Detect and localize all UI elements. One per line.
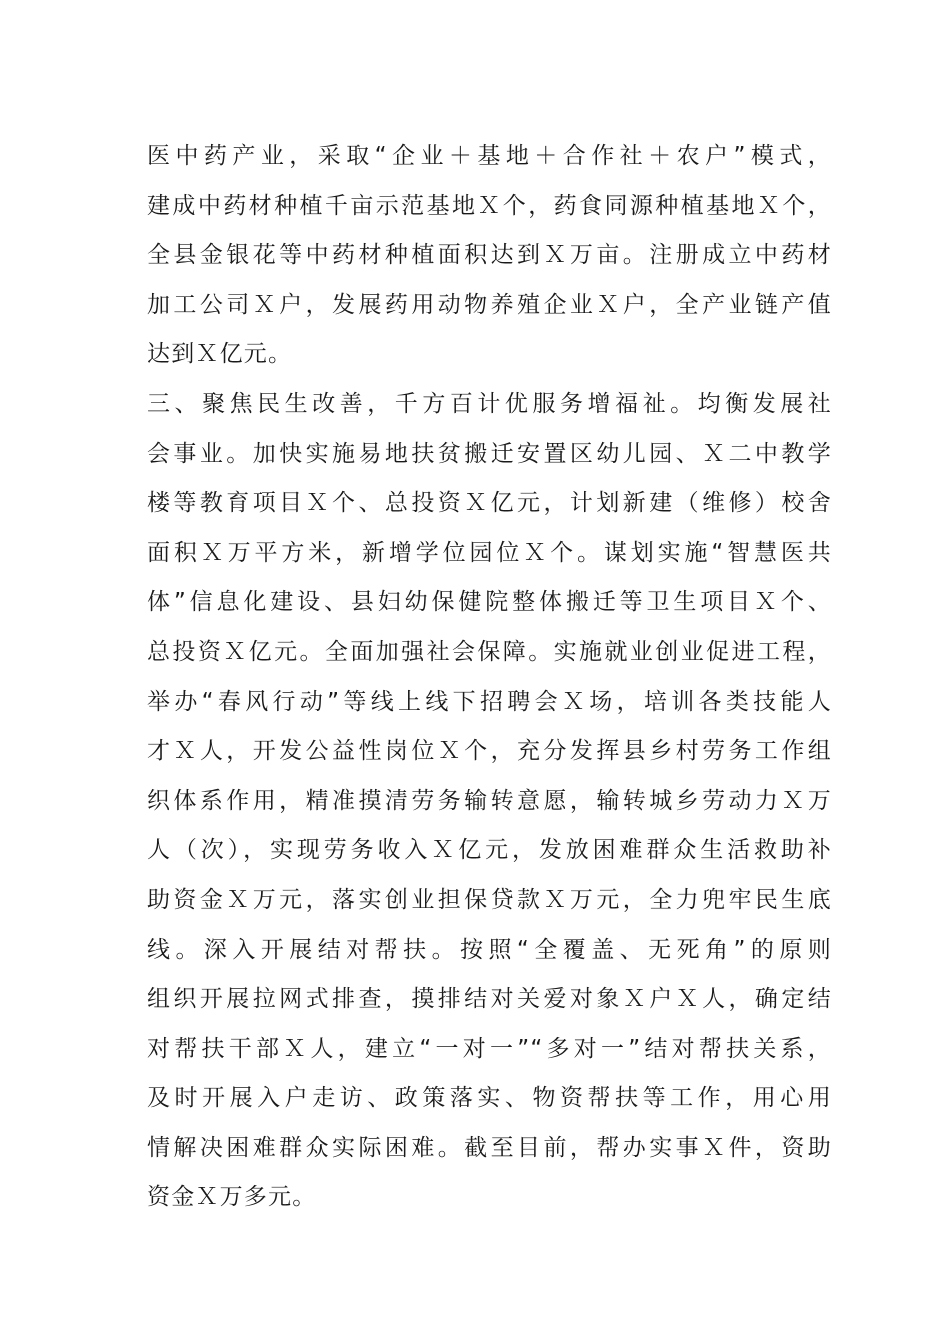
text-line: 资金Ｘ万多元。: [147, 1184, 317, 1211]
text-line: 情解决困难群众实际困难。截至目前，帮办实事Ｘ件，资助: [147, 1134, 832, 1161]
text-line: 总投资Ｘ亿元。全面加强社会保障。实施就业创业促进工程，: [147, 638, 832, 665]
document-body: [147, 132, 832, 1223]
paragraph-tcm-industry: [147, 132, 832, 380]
text-line: 举办“春风行动”等线上线下招聘会Ｘ场，培训各类技能人: [147, 688, 832, 715]
text-line: 建成中药材种植千亩示范基地Ｘ个，药食同源种植基地Ｘ个，: [147, 192, 832, 219]
text-line: 才Ｘ人，开发公益性岗位Ｘ个，充分发挥县乡村劳务工作组: [147, 738, 832, 765]
text-line: 组织开展拉网式排查，摸排结对关爱对象Ｘ户Ｘ人，确定结: [147, 986, 832, 1013]
text-line: 体”信息化建设、县妇幼保健院整体搬迁等卫生项目Ｘ个、: [147, 589, 832, 616]
text-line: 线。深入开展结对帮扶。按照“全覆盖、无死角”的原则: [147, 936, 832, 963]
section-heading-line: 三、聚焦民生改善，千方百计优服务增福祉。均衡发展社: [147, 390, 832, 417]
paragraph-livelihood: [147, 380, 832, 1223]
text-line: 达到Ｘ亿元。: [147, 341, 293, 368]
text-line: 楼等教育项目Ｘ个、总投资Ｘ亿元，计划新建（维修）校舍: [147, 490, 832, 517]
text-line: 加工公司Ｘ户，发展药用动物养殖企业Ｘ户，全产业链产值: [147, 291, 832, 318]
text-line: 助资金Ｘ万元，落实创业担保贷款Ｘ万元，全力兜牢民生底: [147, 886, 832, 913]
text-line: 织体系作用，精准摸清劳务输转意愿，输转城乡劳动力Ｘ万: [147, 787, 832, 814]
text-line: 医中药产业，采取“企业＋基地＋合作社＋农户”模式，: [147, 143, 832, 169]
text-line: 全县金银花等中药材种植面积达到Ｘ万亩。注册成立中药材: [147, 242, 832, 269]
text-line: 面积Ｘ万平方米，新增学位园位Ｘ个。谋划实施“智慧医共: [147, 539, 832, 566]
text-line: 对帮扶干部Ｘ人，建立“一对一”“多对一”结对帮扶关系，: [147, 1035, 832, 1062]
text-line: 人（次），实现劳务收入Ｘ亿元，发放困难群众生活救助补: [147, 837, 832, 864]
text-line: 及时开展入户走访、政策落实、物资帮扶等工作，用心用: [147, 1085, 832, 1112]
text-line: 会事业。加快实施易地扶贫搬迁安置区幼儿园、Ｘ二中教学: [147, 440, 832, 467]
